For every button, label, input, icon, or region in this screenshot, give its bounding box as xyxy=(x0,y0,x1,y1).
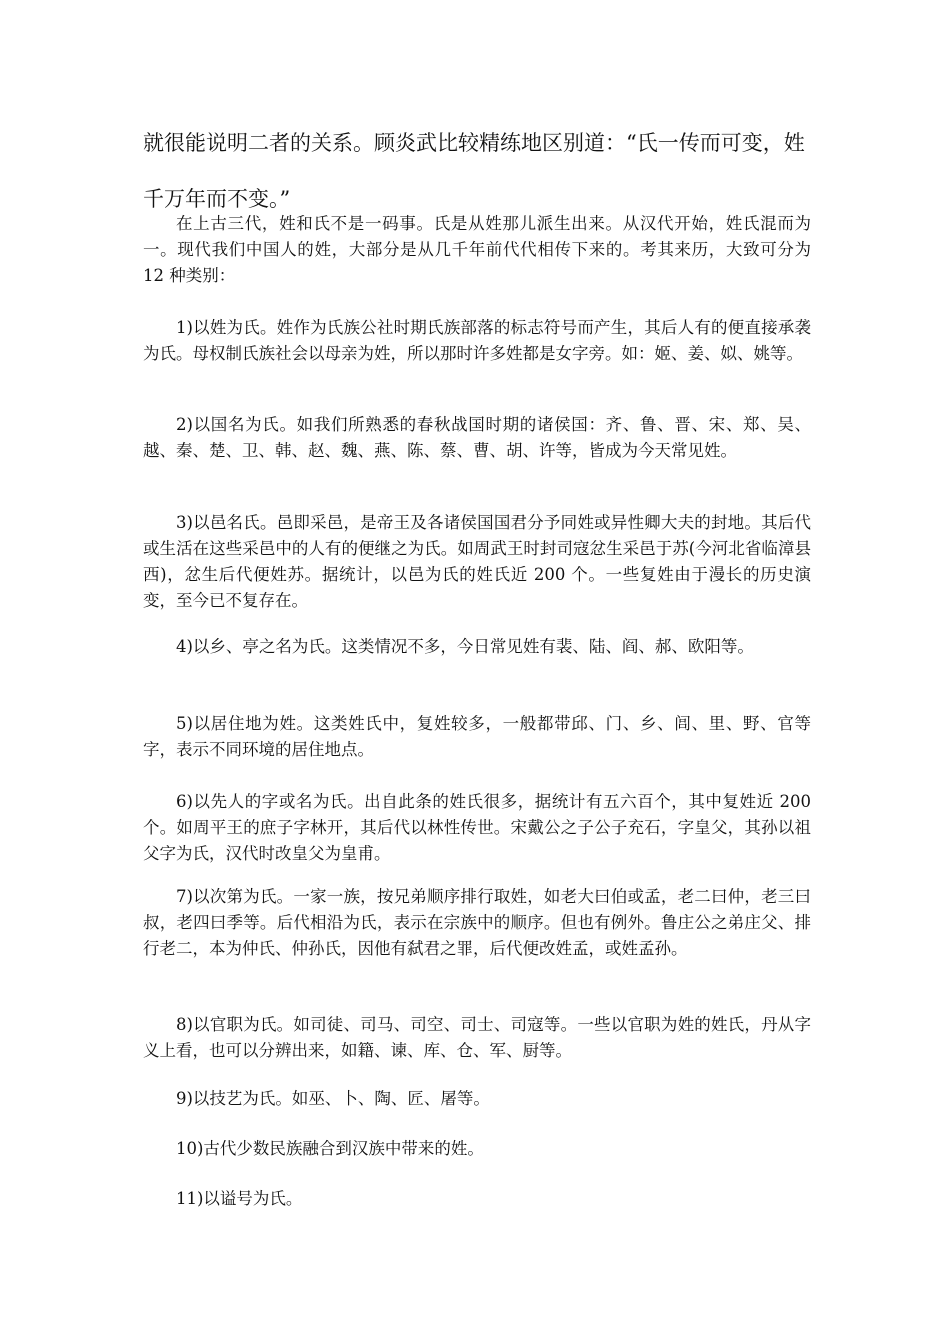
paragraph-category-1: 1)以姓为氏。姓作为氏族公社时期氏族部落的标志符号而产生，其后人有的便直接承袭为氏。母权制氏族社会以母亲为姓，所以那时许多姓都是女字旁。如：姬、姜、姒、姚等。 xyxy=(143,318,811,363)
paragraph-category-3: 3)以邑名氏。邑即采邑，是帝王及各诸侯国国君分予同姓或异性卿大夫的封地。其后代或生活在这些采邑中的人有的便继之为氏。如周武王时封司寇忿生采邑于苏(今河北省临漳县西)，忿生后代便姓苏。据统计，以邑为氏的姓氏近 200 个。一些复姓由于漫长的历史演变，至今已不复存在。 xyxy=(143,513,811,610)
paragraph-category-6: 6)以先人的字或名为氏。出自此条的姓氏很多，据统计有五六百个，其中复姓近 200 个。如周平王的庶子字林开，其后代以林性传世。宋戴公之子公子充石，字皇父，其孙以祖父字为氏，汉代时改皇父为皇甫。 xyxy=(143,792,811,863)
paragraph-category-4: 4)以乡、亭之名为氏。这类情况不多，今日常见姓有裴、陆、阎、郝、欧阳等。 xyxy=(176,637,754,656)
paragraph-category-11: 11)以谥号为氏。 xyxy=(176,1189,303,1208)
paragraph-category-9: 9)以技艺为氏。如巫、卜、陶、匠、屠等。 xyxy=(176,1089,490,1108)
paragraph-category-7: 7)以次第为氏。一家一族，按兄弟顺序排行取姓，如老大曰伯或孟，老二曰仲，老三曰叔，老四曰季等。后代相沿为氏，表示在宗族中的顺序。但也有例外。鲁庄公之弟庄父、排行老二，本为仲氏、仲孙氏，因他有弑君之罪，后代便改姓孟，或姓孟孙。 xyxy=(143,887,811,958)
intro-paragraph: 就很能说明二者的关系。顾炎武比较精练地区别道：“氏一传而可变，姓千万年而不变。” xyxy=(143,131,805,211)
paragraph-category-10: 10)古代少数民族融合到汉族中带来的姓。 xyxy=(176,1139,484,1158)
paragraph-category-8: 8)以官职为氏。如司徒、司马、司空、司士、司寇等。一些以官职为姓的姓氏，丹从字义上看，也可以分辨出来，如籍、谏、库、仓、军、厨等。 xyxy=(143,1015,811,1060)
paragraph-overview: 在上古三代，姓和氏不是一码事。氏是从姓那儿派生出来。从汉代开始，姓氏混而为一。现代我们中国人的姓，大部分是从几千年前代代相传下来的。考其来历，大致可分为 12 种类别： xyxy=(143,214,811,285)
paragraph-category-2: 2)以国名为氏。如我们所熟悉的春秋战国时期的诸侯国：齐、鲁、晋、宋、郑、吴、越、秦、楚、卫、韩、赵、魏、燕、陈、蔡、曹、胡、许等，皆成为今天常见姓。 xyxy=(143,415,811,460)
paragraph-category-5: 5)以居住地为姓。这类姓氏中，复姓较多，一般都带邱、门、乡、闾、里、野、官等字，表示不同环境的居住地点。 xyxy=(143,714,811,759)
